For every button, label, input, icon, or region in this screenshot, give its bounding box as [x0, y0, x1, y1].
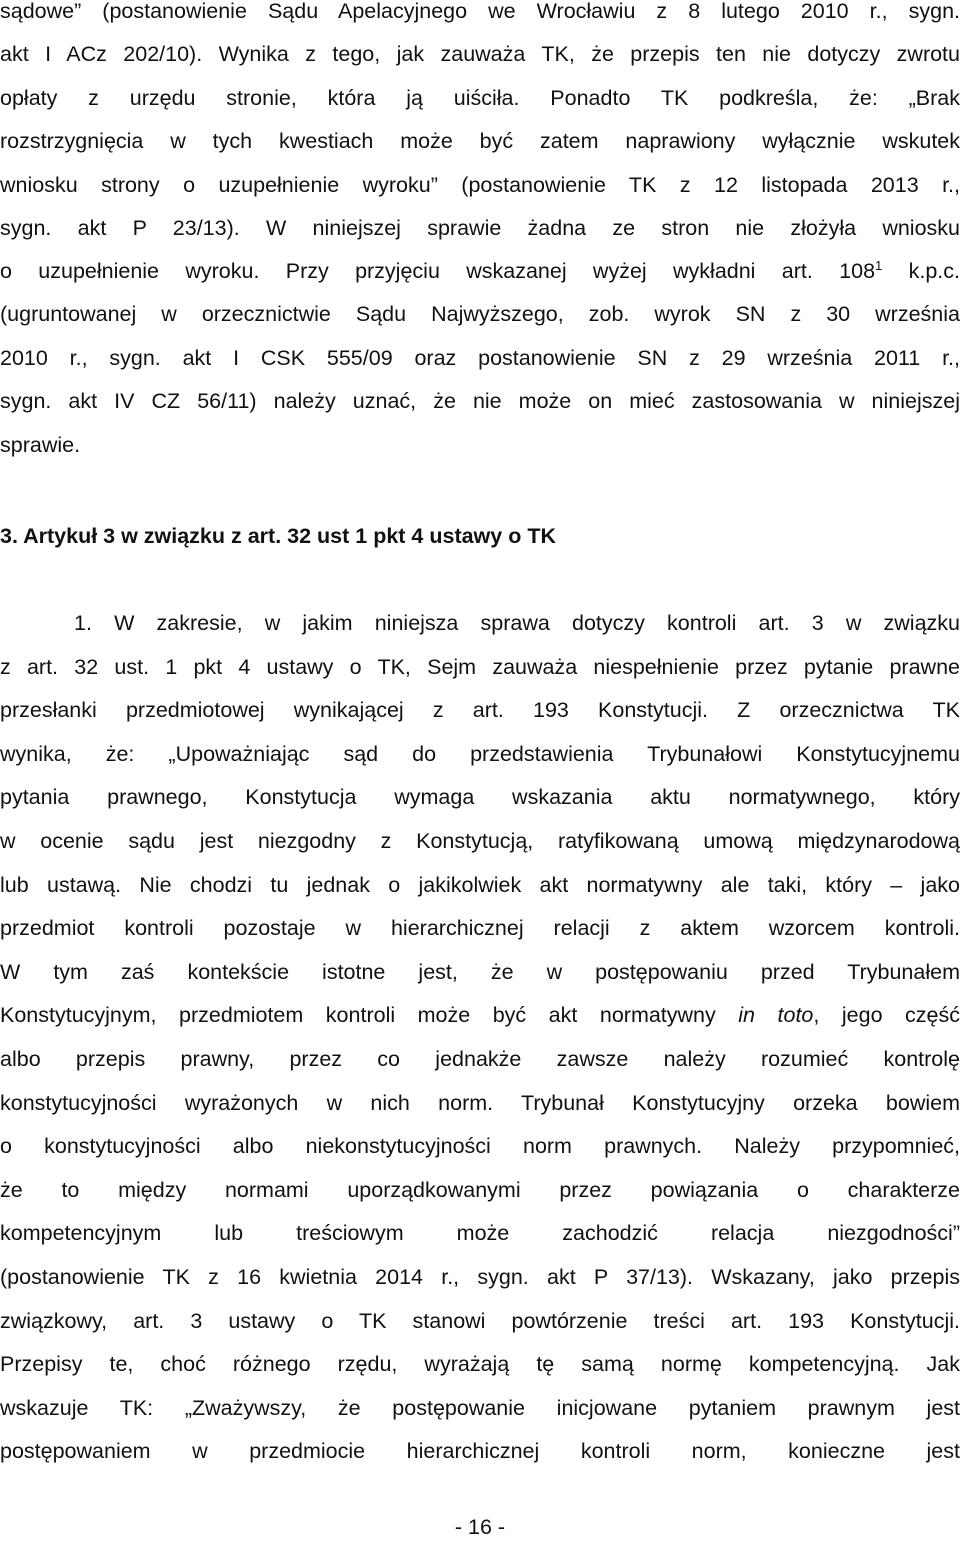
text-line: 2010 r., sygn. akt I CSK 555/09 oraz postanowienie SN z 29 września 2011 r., [0, 346, 960, 370]
section-heading: 3. Artykuł 3 w związku z art. 32 ust 1 pkt 4 ustawy o TK [0, 524, 556, 548]
text-line: wniosku strony o uzupełnienie wyroku” (postanowienie TK z 12 listopada 2013 r., [0, 173, 960, 197]
text-line: kompetencyjnym lub treściowym może zachodzić relacja niezgodności” [0, 1221, 960, 1245]
text-line: W tym zaś kontekście istotne jest, że w postępowaniu przed Trybunałem [0, 960, 960, 984]
text-line: opłaty z urzędu stronie, która ją uiściła. Ponadto TK podkreśla, że: „Brak [0, 86, 960, 110]
superscript: 1 [875, 258, 883, 273]
page-number: - 16 - [454, 1515, 506, 1539]
italic-term: in toto [738, 1003, 814, 1027]
text-line: rozstrzygnięcia w tych kwestiach może być zatem naprawiony wyłącznie wskutek [0, 129, 960, 153]
text-line: konstytucyjności wyrażonych w nich norm. Trybunał Konstytucyjny orzeka bowiem [0, 1091, 960, 1115]
text-line: że to między normami uporządkowanymi przez powiązania o charakterze [0, 1178, 960, 1202]
text-line: sygn. akt P 23/13). W niniejszej sprawie żadna ze stron nie złożyła wniosku [0, 216, 960, 240]
text-line: (ugruntowanej w orzecznictwie Sądu Najwyższego, zob. wyrok SN z 30 września [0, 302, 960, 326]
text-line: (postanowienie TK z 16 kwietnia 2014 r., sygn. akt P 37/13). Wskazany, jako przepis [0, 1265, 960, 1289]
text-line: o konstytucyjności albo niekonstytucyjności norm prawnych. Należy przypomnieć, [0, 1134, 960, 1158]
text-line: lub ustawą. Nie chodzi tu jednak o jakikolwiek akt normatywny ale taki, który – jako [0, 873, 960, 897]
text-line [0, 257, 960, 285]
text-run: Konstytucyjnym, przedmiotem kontroli może być akt normatywny [0, 1003, 739, 1027]
text-line: wskazuje TK: „Zważywszy, że postępowanie inicjowane pytaniem prawnym jest [0, 1396, 960, 1420]
text-line: pytania prawnego, Konstytucja wymaga wskazania aktu normatywnego, który [0, 785, 960, 809]
text-line: 1. W zakresie, w jakim niniejsza sprawa dotyczy kontroli art. 3 w związku [74, 611, 960, 635]
text-line: w ocenie sądu jest niezgodny z Konstytucją, ratyfikowaną umową międzynarodową [0, 829, 960, 853]
text-run: , jego część [813, 1003, 960, 1027]
text-line: przesłanki przedmiotowej wynikającej z art. 193 Konstytucji. Z orzecznictwa TK [0, 698, 960, 722]
text-line: wynika, że: „Upoważniając sąd do przedstawienia Trybunałowi Konstytucyjnemu [0, 742, 960, 766]
text-line: Przepisy te, choć różnego rzędu, wyrażają tę samą normę kompetencyjną. Jak [0, 1352, 960, 1376]
text-run: k.p.c. [882, 259, 960, 283]
text-line: sygn. akt IV CZ 56/11) należy uznać, że nie może on mieć zastosowania w niniejszej [0, 389, 960, 413]
text-line: przedmiot kontroli pozostaje w hierarchicznej relacji z aktem wzorcem kontroli. [0, 916, 960, 940]
text-line: albo przepis prawny, przez co jednakże zawsze należy rozumieć kontrolę [0, 1047, 960, 1071]
text-line: sprawie. [0, 433, 81, 457]
text-line: związkowy, art. 3 ustawy o TK stanowi powtórzenie treści art. 193 Konstytucji. [0, 1309, 960, 1333]
text-line: akt I ACz 202/10). Wynika z tego, jak zauważa TK, że przepis ten nie dotyczy zwrotu [0, 42, 960, 66]
text-line: sądowe” (postanowienie Sądu Apelacyjnego we Wrocławiu z 8 lutego 2010 r., sygn. [0, 0, 960, 23]
text-line: postępowaniem w przedmiocie hierarchicznej kontroli norm, konieczne jest [0, 1439, 960, 1463]
text-line [0, 1001, 960, 1029]
text-run: o uzupełnienie wyroku. Przy przyjęciu wskazanej wyżej wykładni art. 108 [0, 259, 876, 283]
text-line: z art. 32 ust. 1 pkt 4 ustawy o TK, Sejm zauważa niespełnienie przez pytanie prawne [0, 655, 960, 679]
